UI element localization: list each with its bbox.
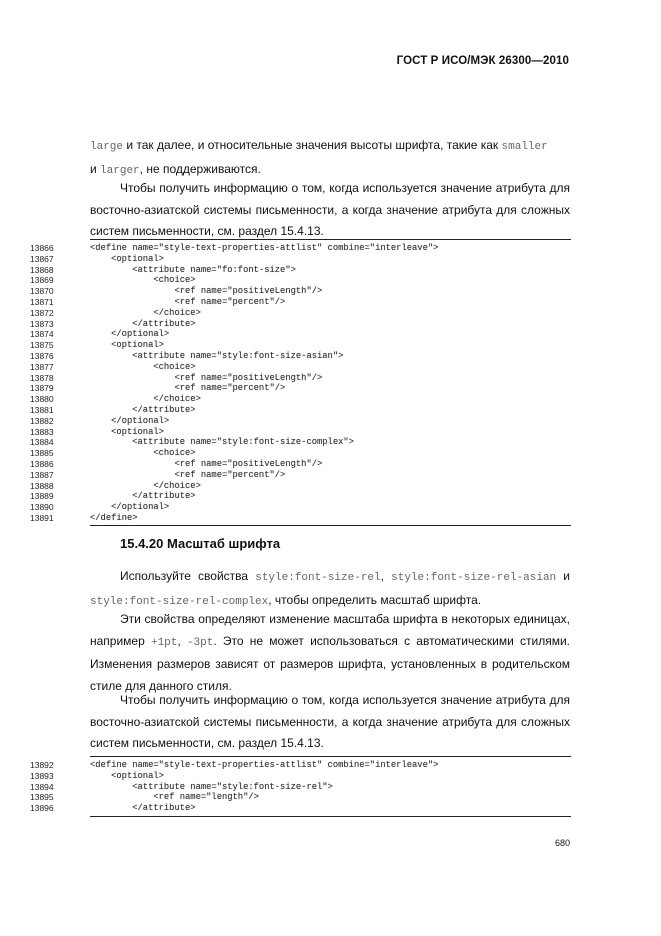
paragraph-text: и так далее, и относительные значения высоты шрифта, такие как	[123, 138, 502, 152]
line-number: 13872	[30, 307, 54, 318]
code-line	[0, 771, 661, 782]
code-text: <optional>	[90, 340, 164, 351]
code-text: </choice>	[90, 307, 201, 318]
section-title: 15.4.20 Масштаб шрифта	[120, 536, 281, 551]
code-line	[0, 760, 661, 771]
code-line	[0, 502, 661, 513]
code-block-top-rule	[90, 756, 571, 757]
code-line	[0, 803, 661, 814]
line-number: 13892	[30, 760, 54, 770]
line-number: 13878	[30, 372, 54, 383]
code-line	[0, 254, 661, 265]
code-inline: style:font-size-rel-asian	[391, 572, 557, 584]
code-text: </define>	[90, 513, 138, 523]
code-text: <ref name="positiveLength"/>	[90, 286, 323, 297]
line-number: 13879	[30, 383, 54, 394]
paragraph-asian-reference-2: Чтобы получить информацию о том, когда используется значение атрибута для восточно-азиатской системы письменности, а когда значение атрибута для сложных систем письменности, см. раздел 15.4.13.	[90, 693, 570, 750]
code-text: </attribute>	[90, 491, 196, 502]
code-line	[0, 427, 661, 438]
code-text: </optional>	[90, 502, 170, 513]
code-text: <optional>	[90, 770, 164, 781]
code-line	[0, 470, 661, 481]
code-text: <ref name="positiveLength"/>	[90, 372, 323, 383]
code-inline: large	[90, 141, 124, 153]
code-inline: larger	[100, 164, 140, 177]
paragraph-unsupported-values	[90, 135, 570, 182]
code-line	[0, 286, 661, 297]
line-number: 13885	[30, 448, 54, 459]
paragraph-text: , не поддерживаются.	[139, 161, 261, 176]
line-number: 13890	[30, 502, 54, 513]
page-number: 680	[554, 838, 570, 848]
line-number: 13888	[30, 480, 54, 491]
code-inline: -3pt	[186, 636, 214, 649]
code-text: <optional>	[90, 426, 164, 437]
code-text: <ref name="length"/>	[90, 792, 259, 803]
paragraph-scale-description	[90, 609, 570, 697]
code-text: <optional>	[90, 253, 164, 264]
code-line	[0, 362, 661, 373]
code-text: <attribute name="style:font-size-asian">	[90, 351, 344, 361]
line-number: 13876	[30, 351, 54, 361]
code-line	[0, 459, 661, 470]
code-inline: +1pt	[150, 636, 178, 649]
line-number: 13869	[30, 275, 54, 286]
line-number: 13889	[30, 491, 54, 502]
code-line	[0, 405, 661, 416]
code-line	[0, 481, 661, 492]
line-number: 13877	[30, 361, 54, 372]
code-text: <attribute name="style:font-size-rel">	[90, 781, 333, 792]
line-number: 13867	[30, 253, 54, 264]
paragraph-font-size-rel	[90, 566, 570, 613]
code-line	[0, 351, 661, 362]
code-text: <choice>	[90, 361, 196, 372]
line-number: 13896	[30, 803, 54, 814]
line-number: 13866	[30, 243, 54, 253]
code-text: <attribute name="style:font-size-complex">	[90, 437, 354, 448]
code-text: <ref name="percent"/>	[90, 297, 286, 307]
line-number: 13887	[30, 469, 54, 480]
code-line	[0, 265, 661, 276]
line-number: 13894	[30, 781, 54, 792]
paragraph-text: ,	[380, 569, 392, 583]
line-number: 13893	[30, 770, 54, 781]
code-line	[0, 373, 661, 384]
code-line	[0, 448, 661, 459]
line-number: 13870	[30, 286, 54, 297]
code-text: <ref name="positiveLength"/>	[90, 459, 323, 469]
code-block-bottom-rule	[90, 816, 571, 817]
code-line	[0, 491, 661, 502]
code-line	[0, 394, 661, 405]
code-line	[0, 340, 661, 351]
code-text: </attribute>	[90, 803, 196, 814]
line-number: 13886	[30, 459, 54, 469]
code-line	[0, 513, 661, 524]
code-block-top-rule	[90, 239, 571, 240]
code-line	[0, 243, 661, 254]
paragraph-text: Эти свойства определяют изменение масштаба шрифта в некоторых единицах, например	[90, 612, 570, 648]
line-number: 13873	[30, 318, 54, 329]
code-text: </attribute>	[90, 405, 196, 415]
code-line	[0, 319, 661, 330]
paragraph-text: , чтобы определить масштаб шрифта.	[268, 592, 482, 607]
code-block-bottom-rule	[90, 525, 571, 526]
code-line	[0, 329, 661, 340]
line-number: 13881	[30, 405, 54, 415]
line-number: 13880	[30, 394, 54, 405]
line-number: 13884	[30, 437, 54, 448]
paragraph-text: . Это не может использоваться с автоматическими стилями. Изменения размеров зависят от размеров шрифта, установленных в родительском стиле для данного стиля.	[90, 633, 570, 693]
code-line	[0, 275, 661, 286]
code-text: <define name="style-text-properties-attlist" combine="interleave">	[90, 760, 439, 770]
paragraph-text: и	[90, 161, 101, 176]
line-number: 13874	[30, 329, 54, 340]
code-text: <ref name="percent"/>	[90, 383, 286, 394]
code-text: </choice>	[90, 480, 201, 491]
line-number: 13882	[30, 415, 54, 426]
code-text: </optional>	[90, 329, 170, 340]
code-line	[0, 792, 661, 803]
line-number: 13883	[30, 426, 54, 437]
document-header: ГОСТ Р ИСО/МЭК 26300—2010	[396, 55, 569, 67]
code-inline: style:font-size-rel	[255, 572, 381, 584]
paragraph-text: и	[556, 569, 571, 583]
paragraph-text: ,	[177, 633, 187, 648]
code-line	[0, 782, 661, 793]
code-line	[0, 383, 661, 394]
code-text: <define name="style-text-properties-attlist" combine="interleave">	[90, 243, 439, 253]
line-number: 13891	[30, 513, 54, 523]
code-text: </attribute>	[90, 318, 196, 329]
code-line	[0, 437, 661, 448]
code-line	[0, 308, 661, 319]
line-number: 13871	[30, 297, 54, 307]
code-line	[0, 297, 661, 308]
code-text: <choice>	[90, 275, 196, 286]
code-text: <ref name="percent"/>	[90, 469, 286, 480]
code-text: <choice>	[90, 448, 196, 459]
paragraph-asian-reference: Чтобы получить информацию о том, когда используется значение атрибута для восточно-азиатской системы письменности, а когда значение атрибута для сложных систем письменности, см. раздел 15.4.13.	[90, 181, 570, 238]
line-number: 13895	[30, 792, 54, 803]
code-text: <attribute name="fo:font-size">	[90, 264, 296, 275]
code-inline: smaller	[501, 141, 548, 153]
code-inline: style:font-size-rel-complex	[90, 595, 269, 608]
line-number: 13868	[30, 264, 54, 275]
code-text: </choice>	[90, 394, 201, 405]
code-text: </optional>	[90, 415, 170, 426]
paragraph-text: Используйте свойства	[120, 569, 256, 583]
line-number: 13875	[30, 340, 54, 351]
code-line	[0, 416, 661, 427]
